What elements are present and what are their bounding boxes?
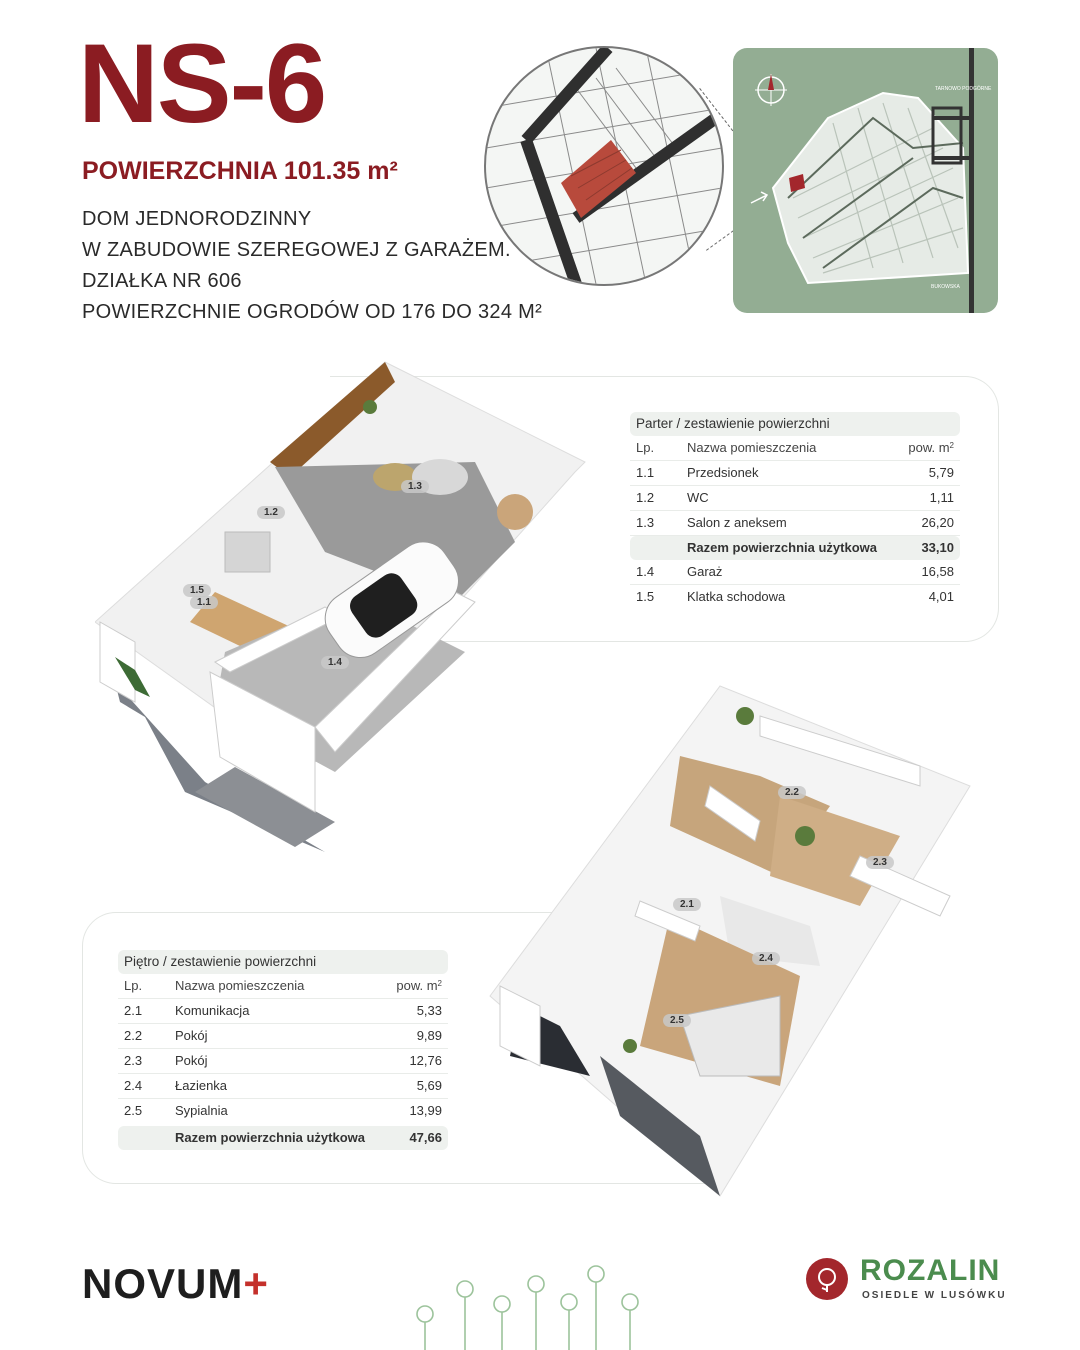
plot-zoom-circle — [484, 46, 724, 286]
table-row: 1.5 Klatka schodowa 4,01 — [636, 589, 954, 604]
col-name: Nazwa pomieszczenia — [687, 440, 817, 455]
table-row: 1.2 WC 1,11 — [630, 486, 960, 511]
table-row: 2.2 Pokój 9,89 — [118, 1024, 448, 1049]
col-name: Nazwa pomieszczenia — [175, 978, 305, 993]
table-row: 2.5 Sypialnia 13,99 — [124, 1103, 442, 1118]
room-label: 1.2 — [257, 506, 285, 519]
description — [82, 204, 542, 328]
page-title: NS-6 — [78, 21, 326, 146]
rozalin-logo: ROZALIN — [860, 1254, 1001, 1287]
rose-icon — [806, 1258, 848, 1300]
col-lp: Lp. — [124, 978, 143, 993]
col-area: pow. $m^2$ — [908, 440, 954, 455]
table-row: 1.1 Przedsionek 5,79 — [630, 461, 960, 486]
table-row: 2.3 Pokój 12,76 — [118, 1049, 448, 1074]
street-label-bottom: BUKOWSKA — [931, 284, 960, 290]
table-total-row: Razem powierzchnia użytkowa 47,66 — [118, 1126, 448, 1150]
first-floor-drawing — [480, 676, 980, 1206]
first-floor-plan — [480, 676, 980, 1206]
rozalin-subtitle: OSIEDLE W LUSÓWKU — [862, 1290, 1007, 1301]
table-total-row: Razem powierzchnia użytkowa 33,10 — [630, 536, 960, 560]
novum-logo: NOVUM+ — [82, 1260, 269, 1307]
parter-table — [630, 412, 960, 609]
plot-zoom-drawing — [486, 48, 722, 284]
room-label: 2.3 — [866, 856, 894, 869]
table-row: 1.4 Garaż 16,58 — [630, 560, 960, 585]
table-row: 1.3 Salon z aneksem 26,20 — [630, 511, 960, 536]
room-label: 2.2 — [778, 786, 806, 799]
site-map-drawing — [733, 48, 998, 313]
pietro-table — [118, 950, 448, 1150]
parter-table-title: Parter / zestawienie powierzchni — [630, 412, 960, 436]
col-area: pow. $m^2$ — [396, 978, 442, 993]
table-row: 2.1 Komunikacja 5,33 — [118, 999, 448, 1024]
north-arrow-icon — [768, 74, 774, 90]
room-label: 1.1 — [190, 596, 218, 609]
table-header-row — [118, 974, 448, 999]
site-map — [733, 48, 998, 313]
description-line: W ZABUDOWIE SZEREGOWEJ Z GARAŻEM. — [82, 239, 511, 261]
street-label-top: TARNOWO PODGÓRNE — [935, 86, 992, 92]
total-area: POWIERZCHNIA 101.35 m² — [82, 157, 398, 185]
room-label: 1.4 — [321, 656, 349, 669]
roses-decoration — [410, 1262, 640, 1350]
arrow-icon — [751, 192, 767, 203]
room-label: 1.5 — [183, 584, 211, 597]
room-label: 2.1 — [673, 898, 701, 911]
table-row: 2.4 Łazienka 5,69 — [118, 1074, 448, 1099]
room-label: 1.3 — [401, 480, 429, 493]
table-header-row — [630, 436, 960, 461]
description-line: DZIAŁKA NR 606 — [82, 270, 242, 292]
description-line: POWIERZCHNIE OGRODÓW OD 176 DO 324 M² — [82, 301, 543, 323]
room-label: 2.4 — [752, 952, 780, 965]
col-lp: Lp. — [636, 440, 655, 455]
pietro-table-title: Piętro / zestawienie powierzchni — [118, 950, 448, 974]
description-line: DOM JEDNORODZINNY — [82, 208, 312, 230]
room-label: 2.5 — [663, 1014, 691, 1027]
